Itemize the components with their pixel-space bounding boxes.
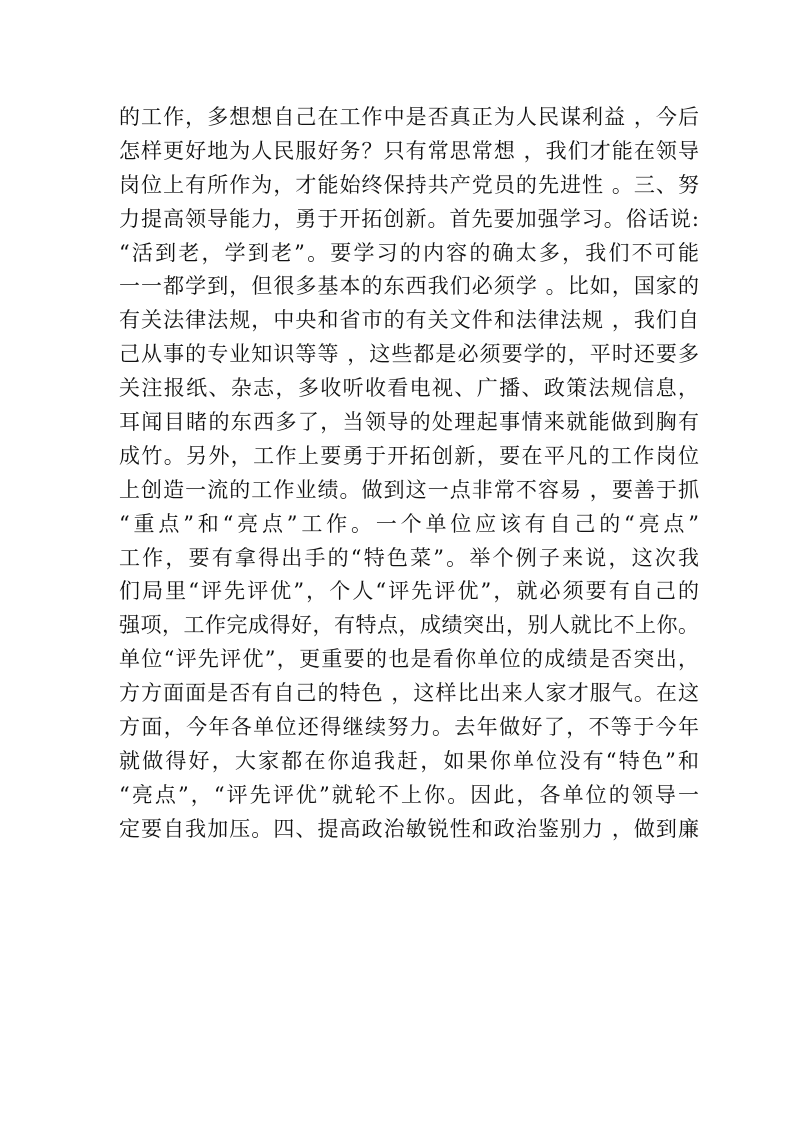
text-line: 有关法律法规，中央和省市的有关文件和法律法规 ，我们自 (119, 308, 699, 333)
text-line: 们局里“评先评优”，个人“评先评优”，就必须要有自己的 (119, 579, 699, 604)
text-line: 的工作，多想想自己在工作中是否真正为人民谋利益 ，今后 (119, 105, 699, 129)
text-line: 方方面面是否有自己的特色 ，这样比出来人家才服气。在这 (119, 681, 699, 706)
text-line: 一一都学到，但很多基本的东西我们必须学 。比如，国家的 (119, 274, 699, 299)
text-line: “亮点”，“评先评优”就轮不上你。因此，各单位的领导一 (119, 782, 699, 807)
text-line: 方面，今年各单位还得继续努力。去年做好了，不等于今年 (119, 715, 699, 740)
text-line: 单位“评先评优”，更重要的也是看你单位的成绩是否突出， (119, 647, 699, 672)
body-text (119, 101, 699, 847)
text-line: 力提高领导能力，勇于开拓创新。首先要加强学习。俗话说: (119, 206, 699, 231)
text-line: 成竹。另外，工作上要勇于开拓创新，要在平凡的工作岗位 (119, 443, 699, 468)
text-line: 上创造一流的工作业绩。做到这一点非常不容易 ，要善于抓 (119, 477, 699, 502)
text-line: 岗位上有所作为，才能始终保持共产党员的先进性 。三、努 (119, 172, 699, 197)
text-line: 关注报纸、杂志，多收听收看电视、广播、政策法规信息， (119, 376, 699, 401)
text-line: 定要自我加压。四、提高政治敏锐性和政治鉴别力 ，做到廉 (119, 816, 699, 841)
text-line: 强项，工作完成得好，有特点，成绩突出，别人就比不上你。 (119, 613, 699, 638)
text-line: 就做得好，大家都在你追我赶，如果你单位没有“特色”和 (119, 748, 699, 773)
text-line: 工作，要有拿得出手的“特色菜”。举个例子来说，这次我 (119, 545, 699, 570)
text-line: 己从事的专业知识等等 ，这些都是必须要学的，平时还要多 (119, 342, 699, 367)
text-line: 耳闻目睹的东西多了，当领导的处理起事情来就能做到胸有 (119, 410, 699, 435)
text-line: “活到老，学到老”。要学习的内容的确太多，我们不可能 (119, 240, 699, 265)
text-line: 怎样更好地为人民服好务？只有常思常想 ，我们才能在领导 (119, 138, 699, 163)
text-line: “重点”和“亮点”工作。一个单位应该有自己的“亮点” (119, 511, 699, 536)
